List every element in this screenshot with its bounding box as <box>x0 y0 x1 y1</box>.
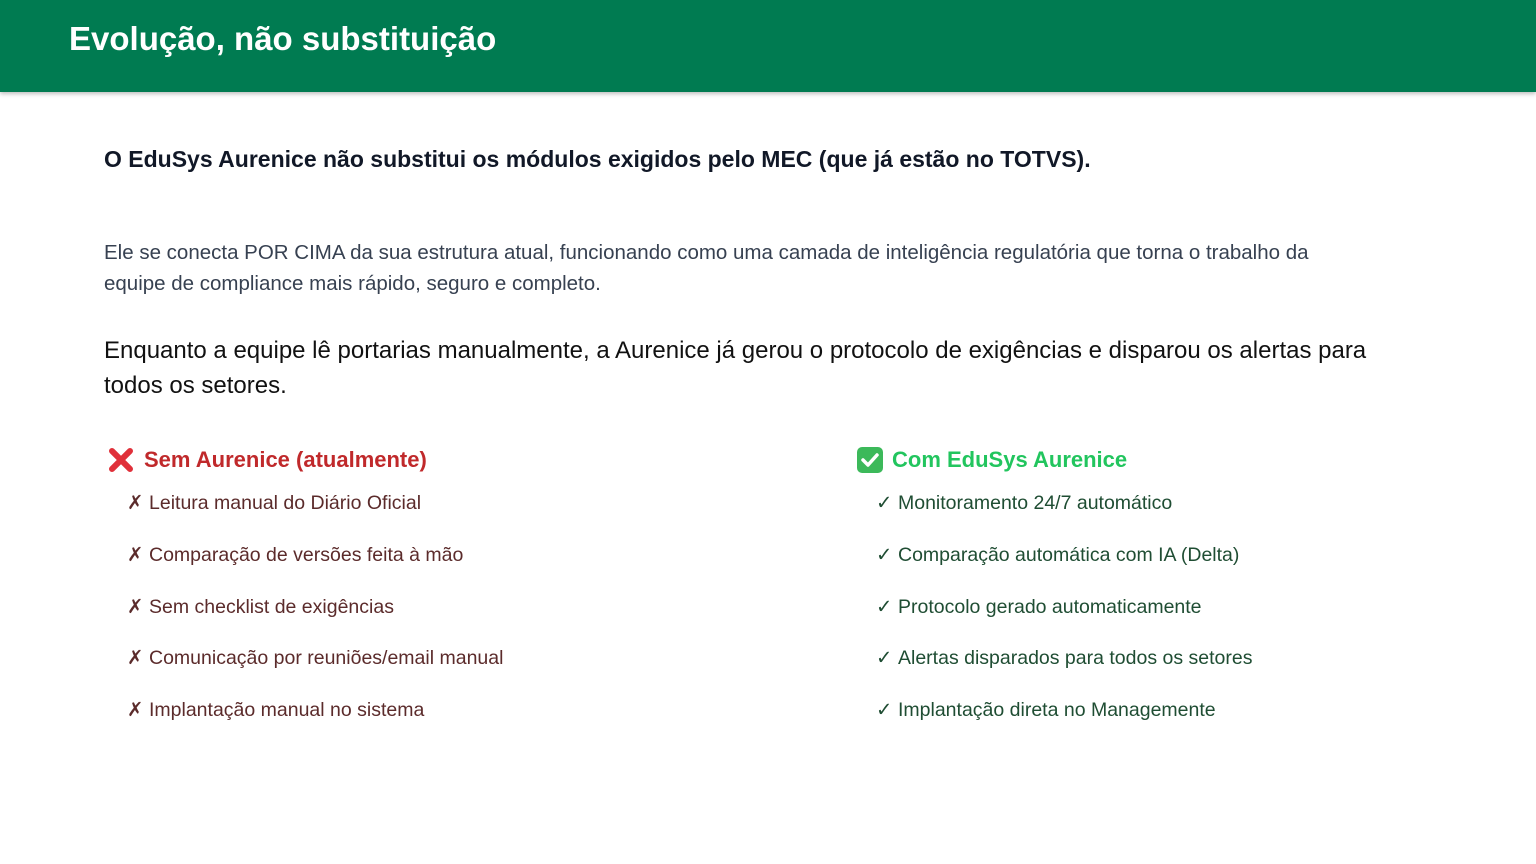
check-glyph-icon: ✓ <box>876 596 893 618</box>
with-heading-row <box>856 444 1476 476</box>
check-glyph-icon: ✓ <box>876 492 893 514</box>
list-item: ✓ Implantação direta no Managemente <box>876 698 1216 721</box>
comparison-with <box>856 444 1476 721</box>
list-item: ✗ Sem checklist de exigências <box>127 595 394 618</box>
list-item: ✓ Alertas disparados para todos os setores <box>876 646 1253 669</box>
without-heading: Sem Aurenice (atualmente) <box>144 447 427 472</box>
check-box-icon <box>856 446 884 474</box>
slide-title: Evolução, não substituição <box>69 20 497 57</box>
cross-glyph-icon: ✗ <box>127 647 144 669</box>
cross-glyph-icon: ✗ <box>127 544 144 566</box>
list-item: ✓ Monitoramento 24/7 automático <box>876 491 1173 514</box>
list-item: ✗ Comparação de versões feita à mão <box>127 543 464 566</box>
list-item: ✓ Comparação automática com IA (Delta) <box>876 543 1240 566</box>
list-item: ✗ Implantação manual no sistema <box>127 698 425 721</box>
cross-mark-icon <box>107 446 135 474</box>
cross-glyph-icon: ✗ <box>127 492 144 514</box>
description-paragraph: Ele se conecta POR CIMA da sua estrutura atual, funcionando como uma camada de inteligência regulatória que torna o trabalho da equipe de compliance mais rápido, seguro e completo. <box>104 241 1309 295</box>
cross-glyph-icon: ✗ <box>127 699 144 721</box>
highlight-paragraph: Enquanto a equipe lê portarias manualmente, a Aurenice já gerou o protocolo de exigências e disparou os alertas para todos os setores. <box>104 337 1367 399</box>
check-glyph-icon: ✓ <box>876 699 893 721</box>
without-heading-row <box>107 444 727 476</box>
list-item: ✗ Leitura manual do Diário Oficial <box>127 491 422 514</box>
cross-glyph-icon: ✗ <box>127 596 144 618</box>
with-heading: Com EduSys Aurenice <box>892 447 1128 472</box>
lead-statement: O EduSys Aurenice não substitui os módulos exigidos pelo MEC (que já estão no TOTVS). <box>104 146 1091 172</box>
list-item: ✓ Protocolo gerado automaticamente <box>876 595 1202 618</box>
header-bar <box>0 0 1536 92</box>
comparison-without <box>107 444 727 721</box>
check-glyph-icon: ✓ <box>876 544 893 566</box>
list-item: ✗ Comunicação por reuniões/email manual <box>127 646 504 669</box>
check-glyph-icon: ✓ <box>876 647 893 669</box>
